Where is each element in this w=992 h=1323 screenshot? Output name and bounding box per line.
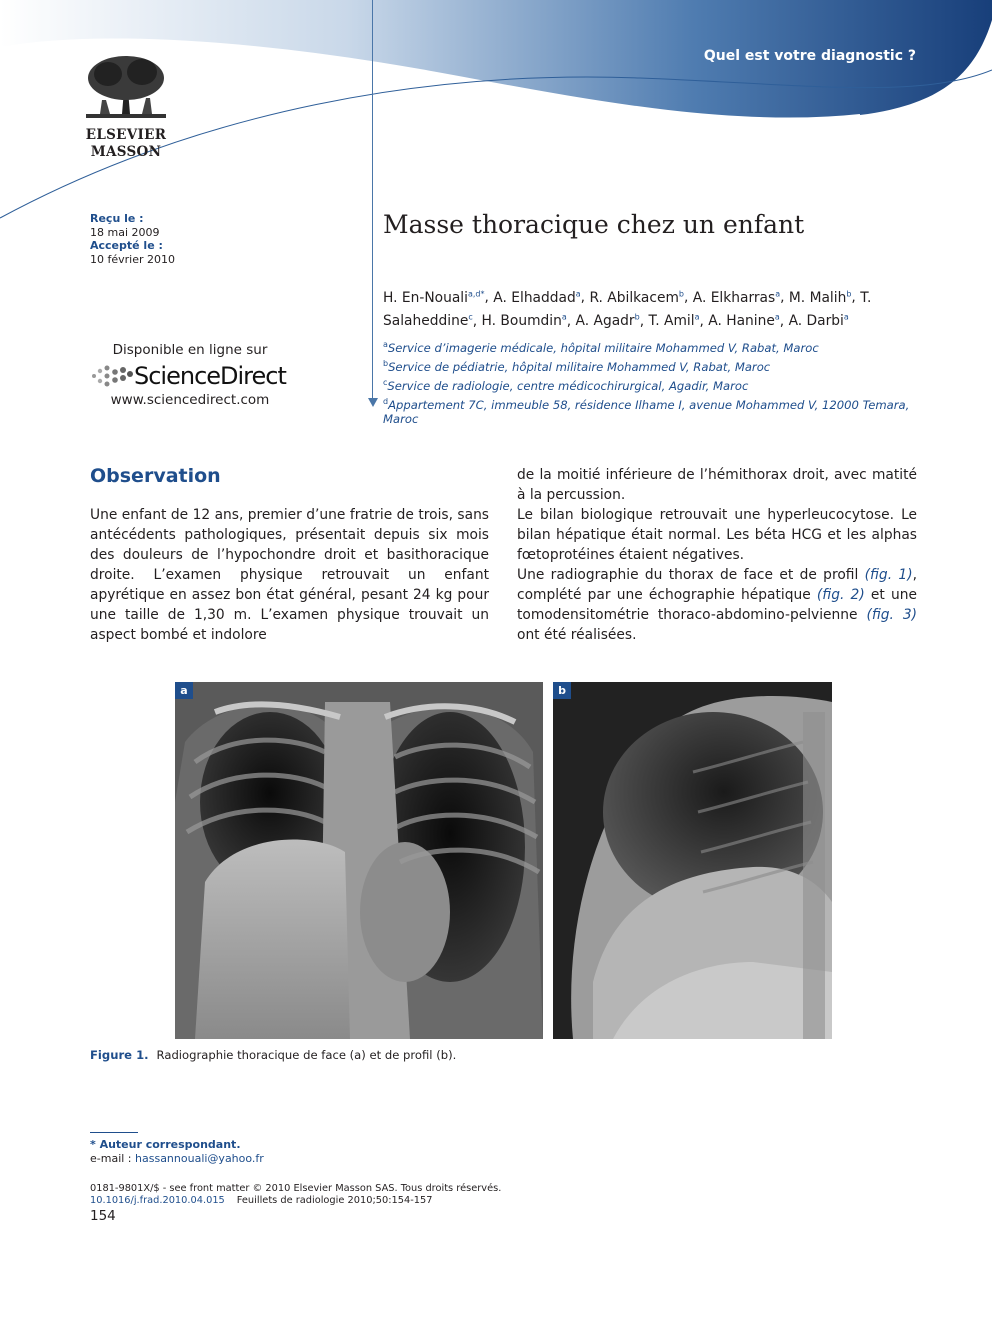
figure-ref-link[interactable]: (fig. 1): [864, 567, 913, 583]
author: A. Darbi$^a$: [788, 312, 849, 330]
figure-caption: [90, 1048, 456, 1062]
paragraph: Une enfant de 12 ans, premier d’une fratrie de trois, sans antécédents pathologiques, présentait depuis six mois des douleurs de l’hypochondre droit et basithoracique droite. L’examen physique retrouvait un enfant apyrétique en assez bon état général, pesant 24 kg pour une taille de 1,30 m. L’examen physique trouvait un aspect bombé et indolore: [90, 507, 489, 643]
copyright-block: [90, 1183, 501, 1207]
body-column-right: [517, 465, 917, 645]
affiliation: $^a$Service d’imagerie médicale, hôpital militaire Mohammed V, Rabat, Maroc: [383, 340, 819, 355]
corresponding-author-label: * Auteur correspondant.: [90, 1138, 241, 1151]
sciencedirect-wordmark: ScienceDirect: [134, 362, 286, 390]
xray-frontal-image: [175, 682, 543, 1039]
elsevier-logo: [76, 52, 176, 160]
journal-citation: Feuillets de radiologie 2010;50:154-157: [236, 1195, 433, 1206]
paragraph: de la moitié inférieure de l’hémithorax droit, avec matité à la percussion.: [517, 467, 917, 503]
vertical-rule: [372, 0, 373, 402]
author: R. Abilkacem$^b$: [589, 289, 684, 306]
copyright-line: 0181-9801X/$ - see front matter © 2010 Elsevier Masson SAS. Tous droits réservés.: [90, 1183, 502, 1194]
affiliation: $^d$Appartement 7C, immeuble 58, résidence Ilhame I, avenue Mohammed V, 12000 Temara, Maroc: [383, 396, 910, 427]
panel-label-a: a: [175, 682, 193, 699]
author: H. En-Nouali$^{a,d*}$: [383, 289, 485, 306]
author: H. Boumdin$^a$: [481, 312, 567, 330]
section-tag: Quel est votre diagnostic ?: [703, 48, 916, 64]
footnote-rule: [90, 1132, 138, 1133]
sciencedirect-url[interactable]: www.sciencedirect.com: [110, 392, 270, 408]
affiliation: $^c$Service de radiologie, centre médicochirurgical, Agadir, Maroc: [383, 377, 749, 393]
received-date: 18 mai 2009: [90, 225, 160, 239]
body-column-left: [90, 505, 489, 645]
figure-label: Figure 1.: [90, 1048, 149, 1062]
arrow-down-icon: [368, 398, 378, 407]
footnote: [90, 1138, 264, 1166]
page-number: 154: [90, 1208, 116, 1224]
author: T. Amil$^a$: [648, 312, 700, 330]
logo-text-elsevier: ELSEVIER: [85, 127, 167, 143]
accepted-label: Accepté le :: [90, 239, 163, 252]
sciencedirect-logo[interactable]: [90, 362, 290, 390]
tree-icon: [76, 52, 176, 122]
xray-lateral-image: [553, 682, 832, 1039]
email-label: e-mail :: [90, 1152, 132, 1165]
figure-ref-link[interactable]: (fig. 3): [866, 607, 917, 623]
author-list: H. En-Nouali$^{a,d*}$, A. Elhaddad$^a$, R. Abilkacem$^b$, A. Elkharras$^a$, M. Malih$^b$, T. Salaheddine$^c$, H. Boumdin$^a$, A. Agadr$^b$, T. Amil$^a$, A. Hanine$^a$, A. Darbi$^a$: [383, 289, 872, 330]
affiliation-list: [383, 337, 923, 427]
email-link[interactable]: hassannouali@yahoo.fr: [135, 1152, 264, 1165]
author: T. Salaheddine$^c$: [383, 289, 872, 330]
author: A. Agadr$^b$: [575, 312, 640, 330]
author: A. Elkharras$^a$: [692, 289, 781, 306]
received-label: Reçu le :: [90, 212, 144, 225]
paragraph: Le bilan biologique retrouvait une hyperleucocytose. Le bilan hépatique était normal. Les béta HCG et les alphas fœtoprotéines étaient négatives.: [517, 507, 917, 563]
available-online-text: Disponible en ligne sur: [112, 342, 268, 358]
sciencedirect-dots-icon: [90, 362, 134, 390]
affiliation: $^b$Service de pédiatrie, hôpital militaire Mohammed V, Rabat, Maroc: [383, 358, 771, 374]
author: A. Elhaddad$^a$: [493, 289, 581, 306]
doi-link[interactable]: 10.1016/j.frad.2010.04.015: [90, 1195, 225, 1206]
figure-ref-link[interactable]: (fig. 2): [816, 587, 865, 603]
author: A. Hanine$^a$: [708, 312, 780, 330]
sciencedirect-block: [90, 342, 290, 408]
logo-text-masson: MASSON: [90, 144, 162, 160]
article-dates: [90, 212, 175, 266]
caption-text: Radiographie thoracique de face (a) et de profil (b).: [156, 1048, 457, 1062]
author: M. Malih$^b$: [788, 289, 852, 306]
paragraph: Une radiographie du thorax de face et de profil (fig. 1), complété par une échographie hépatique (fig. 2) et une tomodensitométrie thoraco-abdomino-pelvienne (fig. 3) ont été réalisées.: [517, 567, 917, 643]
panel-label-b: b: [553, 682, 571, 699]
section-heading: Observation: [90, 465, 221, 487]
article-title: Masse thoracique chez un enfant: [383, 210, 805, 239]
accepted-date: 10 février 2010: [90, 252, 176, 266]
